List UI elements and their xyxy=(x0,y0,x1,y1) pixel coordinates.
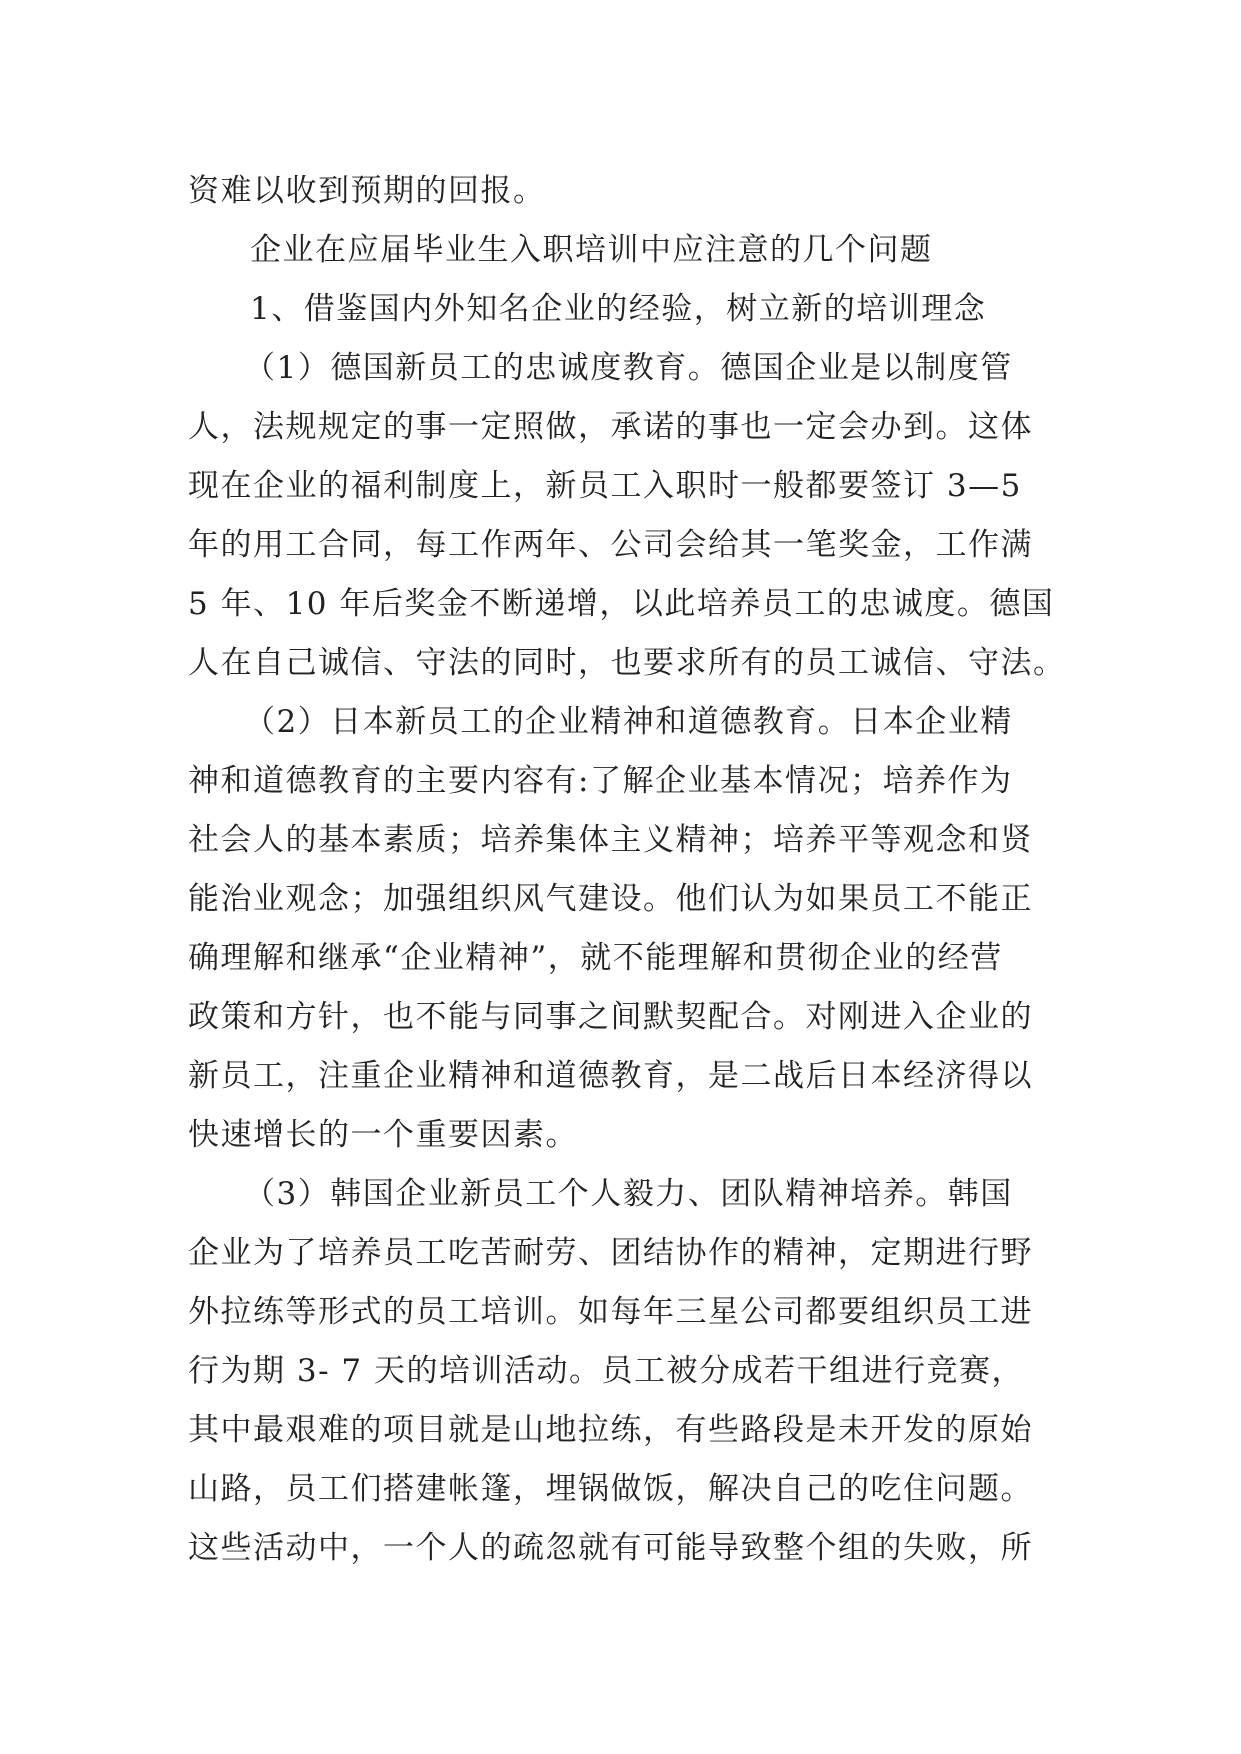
text-line: 这些活动中，一个人的疏忽就有可能导致整个组的失败，所 xyxy=(188,1530,1033,1566)
text-line: 确理解和继承“企业精神”，就不能理解和贯彻企业的经营 xyxy=(188,940,1003,976)
paragraph-start: （2）日本新员工的企业精神和道德教育。日本企业精 xyxy=(244,704,1013,740)
paragraph-start: （1）德国新员工的忠诚度教育。德国企业是以制度管 xyxy=(244,350,1013,386)
text-line: 5 年、10 年后奖金不断递增，以此培养员工的忠诚度。德国 xyxy=(188,586,1055,622)
text-line: 外拉练等形式的员工培训。如每年三星公司都要组织员工进 xyxy=(188,1294,1033,1330)
text-line: 社会人的基本素质；培养集体主义精神；培养平等观念和贤 xyxy=(188,822,1033,858)
text-line: 政策和方针，也不能与同事之间默契配合。对刚进入企业的 xyxy=(188,999,1033,1035)
text-line: 资难以收到预期的回报。 xyxy=(188,173,546,209)
text-line: 快速增长的一个重要因素。 xyxy=(188,1117,578,1153)
text-line: 新员工，注重企业精神和道德教育，是二战后日本经济得以 xyxy=(188,1058,1033,1094)
text-line: 人在自己诚信、守法的同时，也要求所有的员工诚信、守法。 xyxy=(188,645,1066,681)
section-heading: 企业在应届毕业生入职培训中应注意的几个问题 xyxy=(250,232,933,268)
document-body xyxy=(188,162,1068,1578)
text-line: 行为期 3- 7 天的培训活动。员工被分成若干组进行竞赛， xyxy=(188,1353,1024,1389)
text-line: 其中最艰难的项目就是山地拉练，有些路段是未开发的原始 xyxy=(188,1412,1033,1448)
text-line: 山路，员工们搭建帐篷，埋锅做饭，解决自己的吃住问题。 xyxy=(188,1471,1033,1507)
text-line: 年的用工合同，每工作两年、公司会给其一笔奖金，工作满 xyxy=(188,527,1033,563)
subsection-heading: 1、借鉴国内外知名企业的经验，树立新的培训理念 xyxy=(250,291,987,327)
text-line: 能治业观念；加强组织风气建设。他们认为如果员工不能正 xyxy=(188,881,1033,917)
text-line: 企业为了培养员工吃苦耐劳、团结协作的精神，定期进行野 xyxy=(188,1235,1033,1271)
text-line: 人，法规规定的事一定照做，承诺的事也一定会办到。这体 xyxy=(188,409,1033,445)
paragraph-start: （3）韩国企业新员工个人毅力、团队精神培养。韩国 xyxy=(244,1176,1013,1212)
text-line: 神和道德教育的主要内容有:了解企业基本情况；培养作为 xyxy=(188,763,1013,799)
text-line: 现在企业的福利制度上，新员工入职时一般都要签订 3—5 xyxy=(188,468,1022,504)
